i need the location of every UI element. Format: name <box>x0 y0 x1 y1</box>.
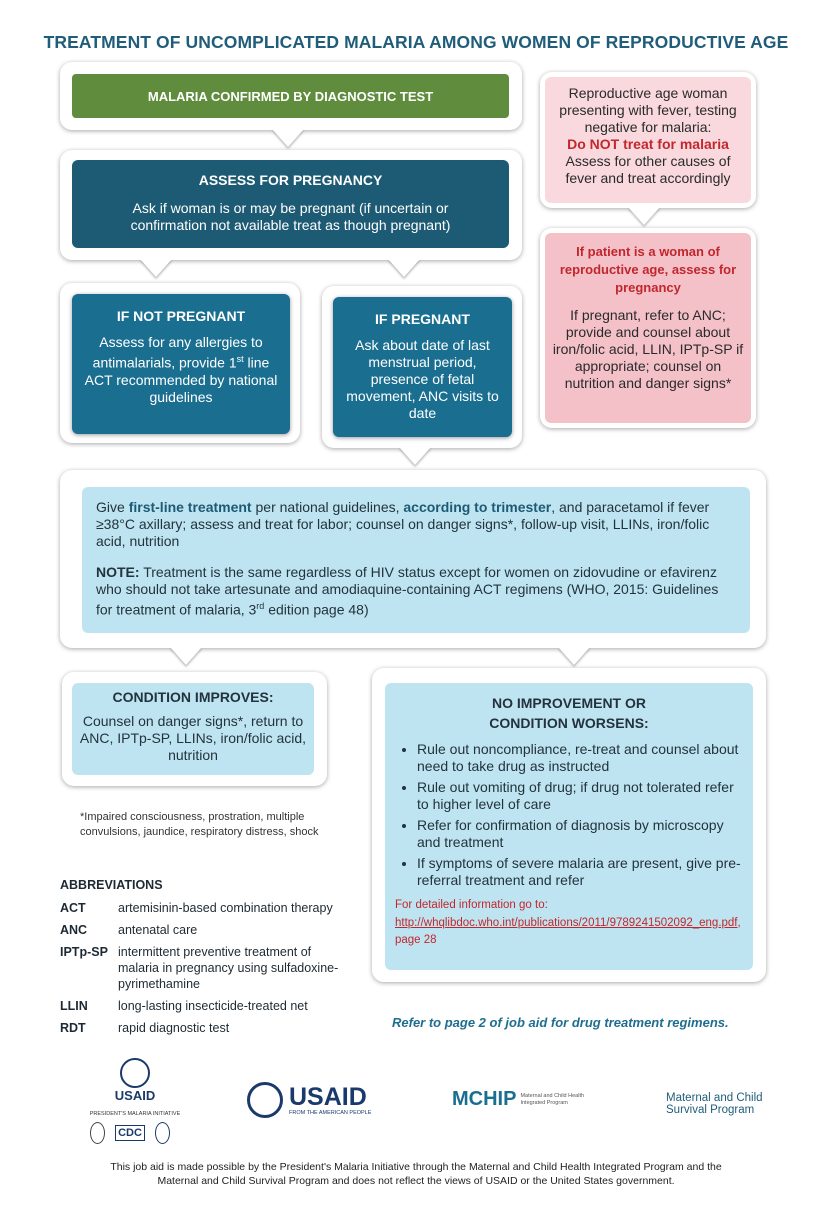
malaria-confirmed-box: MALARIA CONFIRMED BY DIAGNOSTIC TEST <box>72 74 509 118</box>
not-pregnant-heading: IF NOT PREGNANT <box>116 308 246 324</box>
not-pregnant-box <box>72 294 290 434</box>
note-text: NOTE: Treatment is the same regardless of HIV status except for women on zidovudine or efavirenz who should not take artesunate and amodiaquine-containing ACT regimens (WHO, 2015: Guidelines for treatment of malaria, 3rd edition page 48) <box>96 564 719 618</box>
list-item: • If symptoms of severe malaria are present, give pre-referral treatment and refer <box>417 855 743 889</box>
arrow-assess-left <box>140 259 172 277</box>
worsens-heading-2: CONDITION WORSENS: <box>489 715 649 731</box>
assess-pregnancy-box <box>72 160 509 248</box>
usaid-seal-small <box>120 1058 150 1088</box>
usaid-seal-icon <box>247 1082 283 1118</box>
info-link-line: http://whqlibdoc.who.int/publications/2011/9789241502092_eng.pdf, page 28 <box>395 917 741 946</box>
assess-heading: ASSESS FOR PREGNANCY <box>198 172 383 188</box>
abbr-row: LLIN long-lasting insecticide-treated net <box>60 999 308 1013</box>
cdc-logo: CDC <box>115 1125 145 1141</box>
info-label: For detailed information go to: <box>395 899 548 911</box>
arrow-confirmed <box>272 129 304 147</box>
pregnant-text: Ask about date of last menstrual period, presence of fetal movement, ANC visits to date <box>346 337 499 421</box>
do-not-treat-text: Do NOT treat for malaria <box>567 136 729 152</box>
abbr-row: IPTp-SP intermittent preventive treatment of malaria in pregnancy using sulfadoxine-pyrimethamine <box>60 945 339 991</box>
abbreviations <box>60 878 350 1042</box>
negative-test-box <box>545 77 751 203</box>
reproductive-text: If pregnant, refer to ANC; provide and counsel about iron/folic acid, LLIN, IPTp-SP if appropriate; counsel on nutrition and danger signs* <box>552 307 744 391</box>
list-item: • Refer for confirmation of diagnosis by microscopy and treatment <box>417 817 743 851</box>
improves-text: Counsel on danger signs*, return to ANC, IPTp-SP, LLINs, iron/folic acid, nutrition <box>79 713 307 763</box>
state-seal-icon <box>155 1122 170 1144</box>
usaid-logo: USAID FROM THE AMERICAN PEOPLE <box>247 1082 387 1118</box>
arrow-pregnant <box>399 447 431 465</box>
arrow-negative <box>628 207 660 225</box>
not-pregnant-text: Assess for any allergies to antimalarials, provide 1st line ACT recommended by national guidelines <box>84 334 278 405</box>
refer-note: Refer to page 2 of job aid for drug treatment regimens. <box>392 1015 729 1030</box>
who-link[interactable]: http://whqlibdoc.who.int/publications/2011/9789241502092_eng.pdf <box>395 917 738 929</box>
abbreviations-heading: ABBREVIATIONS <box>60 878 163 892</box>
assess-text: Ask if woman is or may be pregnant (if uncertain or confirmation not available treat as though pregnant) <box>130 200 451 233</box>
arrow-give-left <box>170 647 202 665</box>
abbr-row: RDT rapid diagnostic test <box>60 1021 230 1035</box>
disclaimer: This job aid is made possible by the President's Malaria Initiative through the Maternal and Child Health Integrated Program and the Maternal and Child Survival Program and does not reflect the views of USAID or the United States government. <box>110 1161 722 1187</box>
arrow-assess-right <box>388 259 420 277</box>
give-text: Give first-line treatment per national guidelines, according to trimester, and paracetamol if fever ≥38°C axillary; assess and treat for labor; counsel on danger signs*, follow-up visit, LLINs, iron/folic acid, nutrition <box>96 499 710 549</box>
reproductive-heading: If patient is a woman of reproductive age, assess for pregnancy <box>559 244 737 295</box>
abbr-row: ANC antenatal care <box>60 923 198 937</box>
footnote: *Impaired consciousness, prostration, multiple convulsions, jaundice, respiratory distress, shock <box>80 811 319 838</box>
pregnant-box <box>333 297 512 437</box>
worsens-list <box>395 741 743 889</box>
list-item: • Rule out vomiting of drug; if drug not tolerated refer to higher level of care <box>417 779 743 813</box>
condition-improves-box <box>72 683 314 775</box>
worsens-heading-1: NO IMPROVEMENT OR <box>491 695 646 711</box>
no-improvement-box <box>385 683 753 970</box>
other-causes-text: Assess for other causes of fever and treat accordingly <box>565 153 731 186</box>
usaid-pmi-logo: USAID PRESIDENT'S MALARIA INITIATIVE <box>85 1058 185 1117</box>
negative-text: Reproductive age woman presenting with fever, testing negative for malaria: <box>559 85 737 135</box>
hhs-seal-icon <box>90 1122 105 1144</box>
arrow-give-right <box>558 647 590 665</box>
mcsp-logo: Maternal and Child Survival Program <box>666 1092 763 1116</box>
improves-heading: CONDITION IMPROVES: <box>112 689 274 705</box>
page-title: TREATMENT OF UNCOMPLICATED MALARIA AMONG WOMEN OF REPRODUCTIVE AGE <box>43 32 789 52</box>
mchip-logo: MCHIP Maternal and Child Health Integrated Program <box>452 1088 585 1110</box>
pregnant-heading: IF PREGNANT <box>375 311 470 327</box>
agency-seals <box>90 1122 170 1144</box>
reproductive-age-box <box>545 233 751 423</box>
abbr-row: ACT artemisinin-based combination therapy <box>60 901 333 915</box>
give-treatment-box <box>82 487 750 633</box>
list-item: • Rule out noncompliance, re-treat and counsel about need to take drug as instructed <box>417 741 743 775</box>
